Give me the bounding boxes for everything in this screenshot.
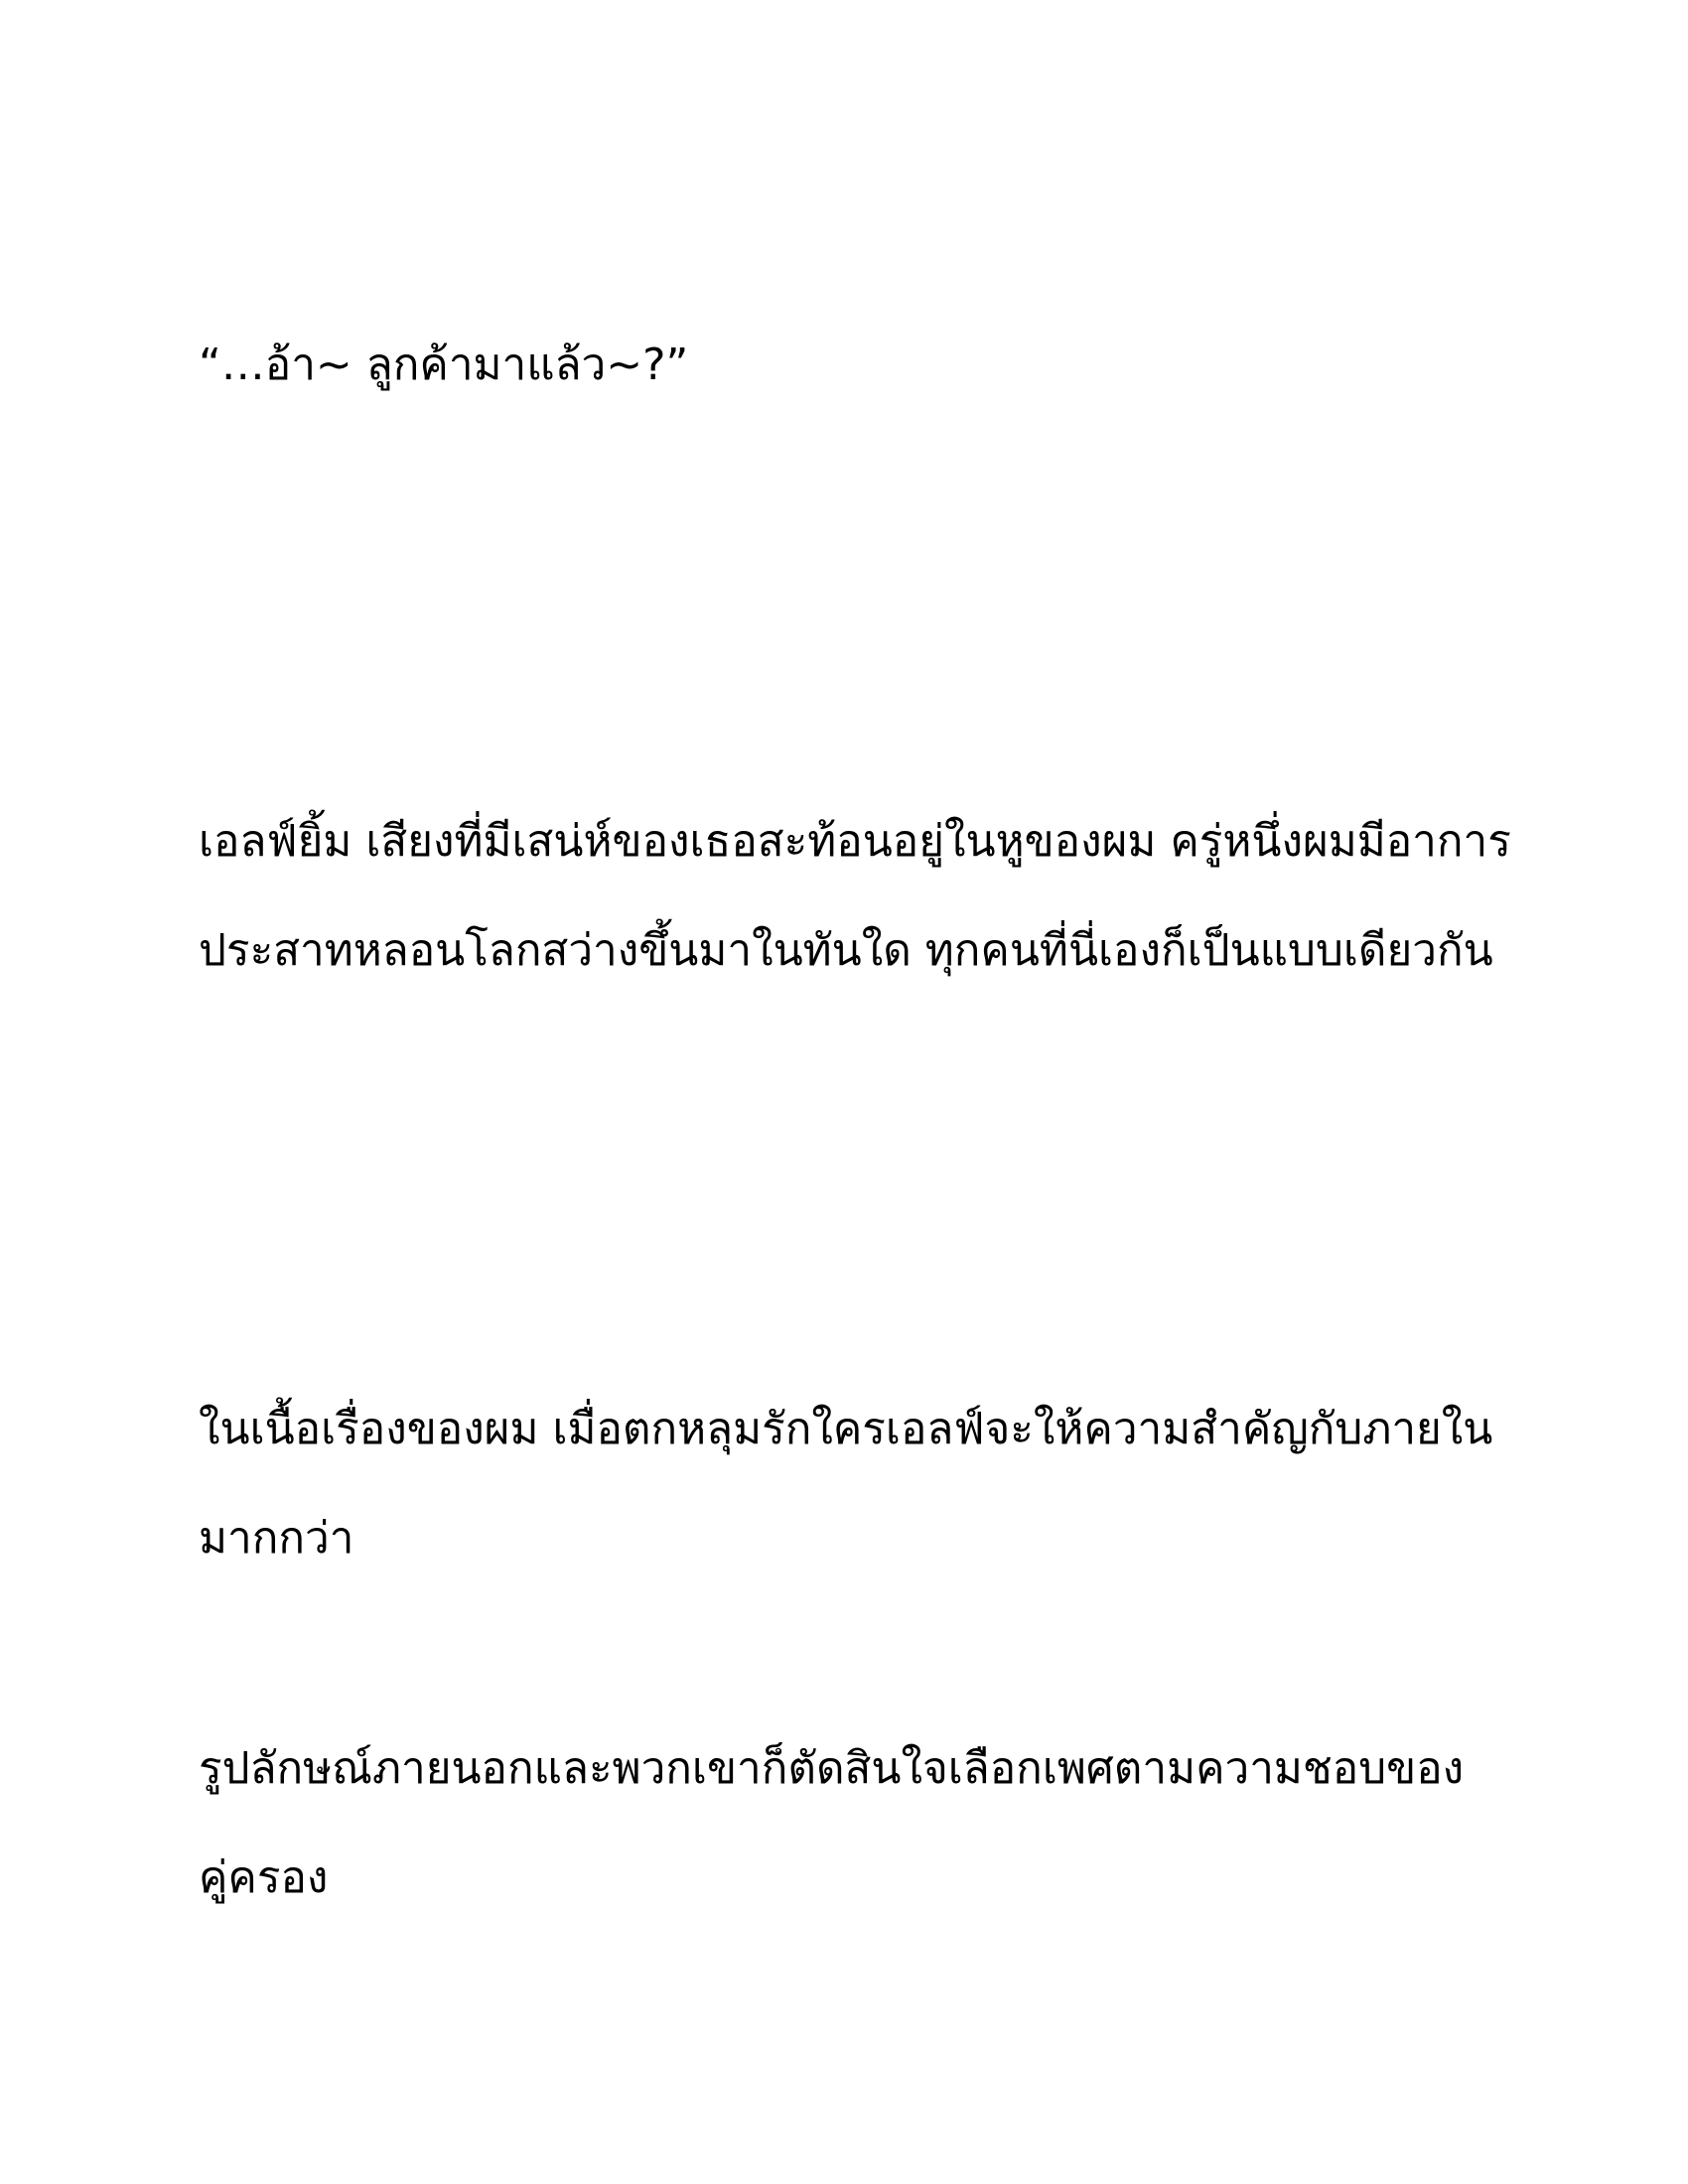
paragraph-line: ประสาทหลอนโลกสว่างขึ้นมาในทันใด ทุกคนที่นี่เองก็เป็นแบบเดียวกัน xyxy=(199,925,1493,976)
paragraph-line: คู่ครอง xyxy=(199,1852,329,1903)
paragraph-line: รูปลักษณ์ภายนอกและพวกเขาก็ตัดสินใจเลือกเพศตามความชอบของ xyxy=(199,1743,1465,1794)
paragraph-line: มากกว่า xyxy=(199,1513,354,1564)
dialogue-line: “…อ้า~ ลูกค้ามาแล้ว~?” xyxy=(199,340,689,390)
paragraph-line: ในเนื้อเรื่องของผม เมื่อตกหลุมรักใครเอลฟ์จะให้ความสำคัญกับภายใน xyxy=(199,1404,1493,1454)
paragraph-line: เอลฟ์ยิ้ม เสียงที่มีเสน่ห์ของเธอสะท้อนอยู่ในหูของผม ครู่หนึ่งผมมีอาการ xyxy=(199,816,1511,867)
